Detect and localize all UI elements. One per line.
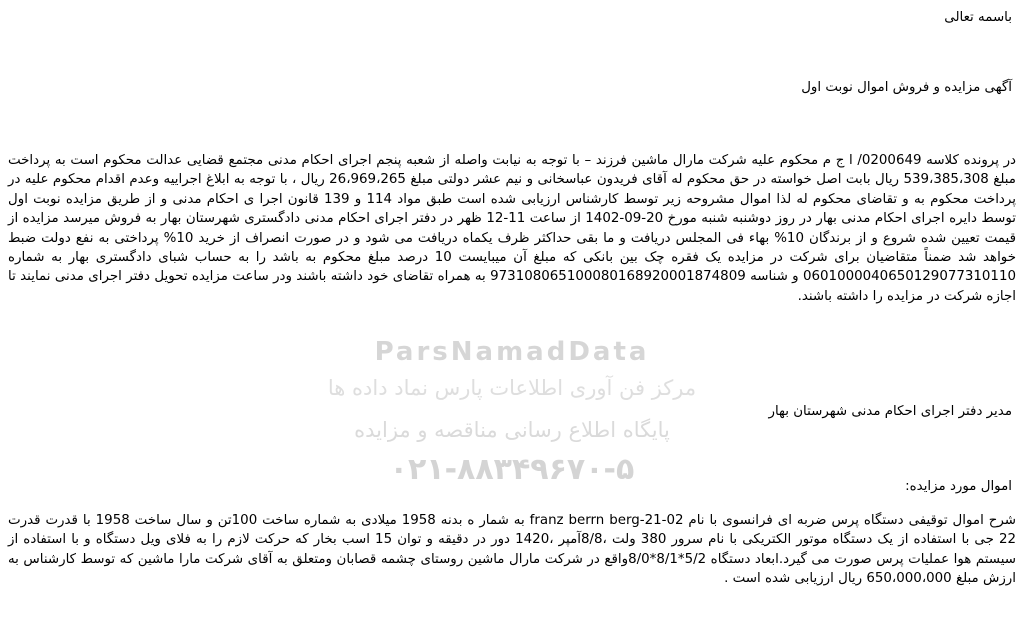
items-paragraph: شرح اموال توقیفی دستگاه پرس ضربه ای فرانسوی با نام franz berrn berg-21-02 به شمار ه بدنه 1958 میلادی به شماره ساخت 100تن و سال ساخت 1958 با قدرت قدرت 22 جی با استفاده از یک دستگاه موتور الکتریکی با نام سرور 380 ولت ،8/8آمپر ،1420 دور در دقیقه و توان 15 اسب بخار که حرکت لازم را به فلای ویل دستگاه و با استفاده از سیستم هوا عملیات پرس صورت می گیرد.ابعاد دستگاه 5/2*8/1*8/0واقع در شرکت مارال ماشین روستای چشمه قصابان ومتعلق به آقای شرکت مارا ماشین که توسط کارشناس به ارزش مبلغ 650،000،000 ریال ارزیابی شده است . xyxy=(8,513,1017,587)
notice-body-paragraph: در پرونده کلاسه 0200649/ ا ج م محکوم علیه شرکت مارال ماشین فرزند – با توجه به نیابت واصله از شعبه پنجم اجرای احکام مدنی مجتمع قضایی عدالت محکوم است به پرداخت مبلغ 539،385،308 ریال بابت اصل خواسته در حق محکوم له آقای فریدون عباسخانی و نیم عشر دولتی مبلغ 26،969،265 ریال ، با توجه به ابلاغ اجراییه وعدم اقدام محکوم علیه در پرداخت محکوم به و تقاضای محکوم له لذا اموال مشروحه زیر توسط کارشناس ارزیابی شده است طبق مواد 114 و 139 قانون اجرا ی احکام مدنی و از طریق مزایده نوبت اول توسط دایره اجرای احکام مدنی بهار در روز دوشنبه شنبه مورخ 20-09-1402 از ساعت 11-12 ظهر در دفتر اجرای احکام مدنی دادگستری شهرستان بهار به فروش میرسد مزایده از قیمت تعیین شده شروع و از برندگان 10% بهاء فی المجلس دریافت و ما بقی حداکثر ظرف یکماه دریافت می شود و در صورت انصراف از خرید 10% پرداختی به نفع دولت ضبط خواهد شد ضمناً متقاضیان برای شرکت در مزایده یک فقره چک بین بانکی که مبلغ آن میبایست 10 درصد مبلغ محکوم به باشد را به حساب شبای دادگستری بهار به شماره 0601000040650129077310110 و شناسه 973108065100080168920001874809 به همراه تقاضای خود داشته باشند ودر ساعت مزایده تحویل دفتر اجرای مدنی نمایند تا اجازه شرکت در مزایده را داشته باشند. xyxy=(8,153,1017,304)
watermark-brand: ParsNamadData xyxy=(374,337,650,367)
notice-title: آگهی مزایده و فروش اموال نوبت اول xyxy=(801,80,1012,95)
watermark-line-2: پایگاه اطلاع رسانی مناقصه و مزایده xyxy=(354,418,670,442)
salutation: باسمه تعالی xyxy=(944,10,1012,25)
signature-line: مدیر دفتر اجرای احکام مدنی شهرستان بهار xyxy=(768,404,1012,419)
watermark-phone: ۰۲۱-۸۸۳۴۹۶۷۰-۵ xyxy=(389,452,635,487)
watermark-line-1: مرکز فن آوری اطلاعات پارس نماد داده ها xyxy=(327,376,697,400)
items-heading: اموال مورد مزایده: xyxy=(905,479,1012,494)
